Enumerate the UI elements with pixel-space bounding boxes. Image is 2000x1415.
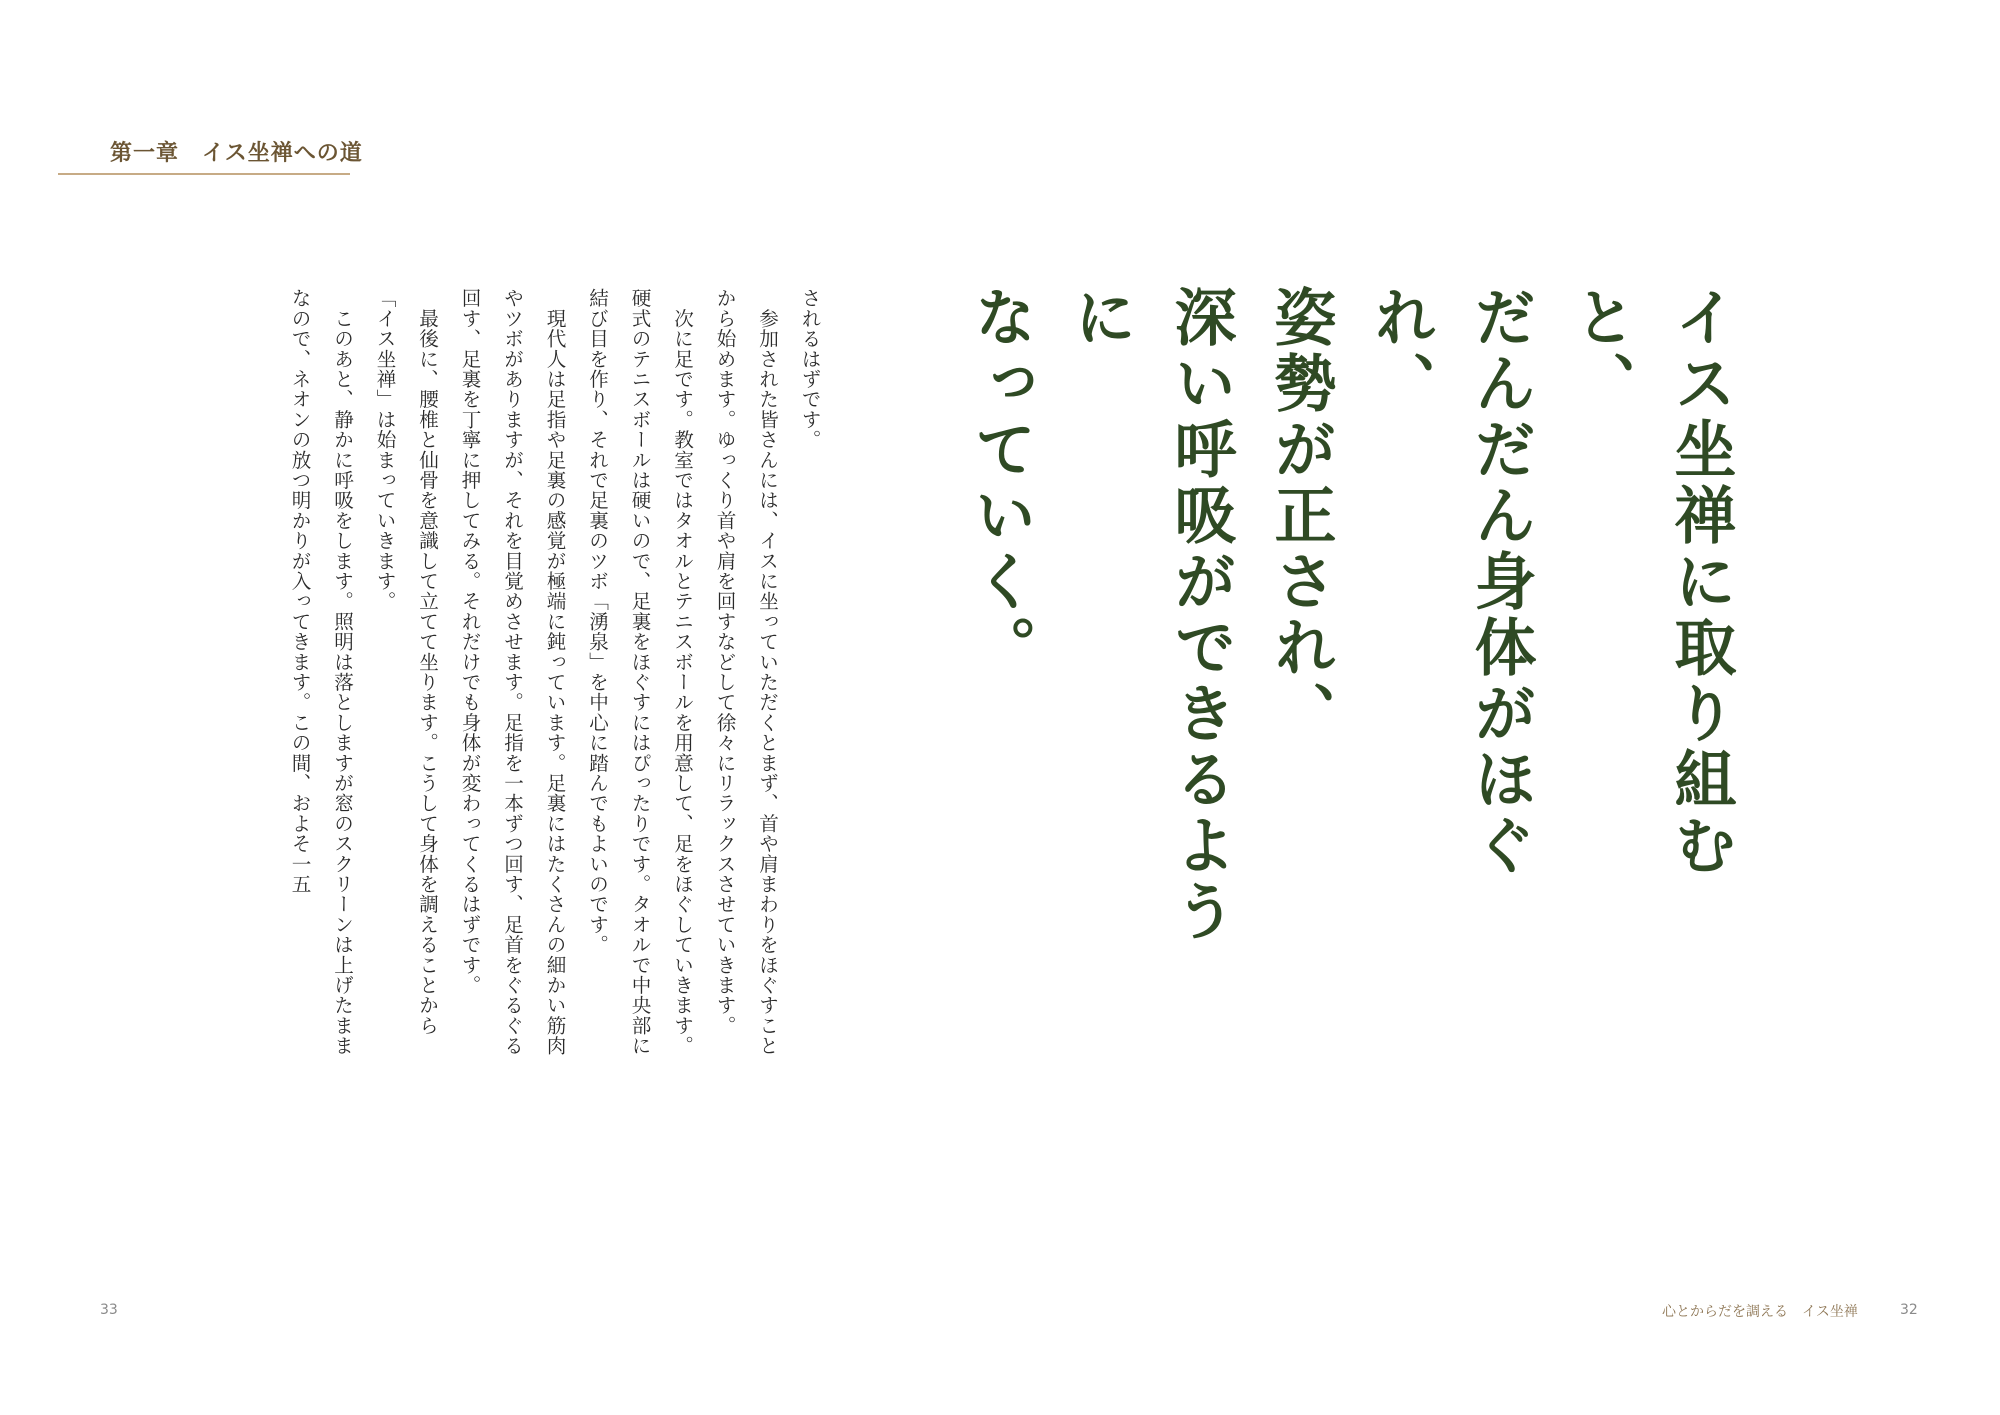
- pull-quote-line: だんだん身体がほぐれ、: [1364, 285, 1537, 879]
- paragraph: 現代人は足指や足裏の感覚が極端に鈍っています。足裏にはたくさんの細かい筋肉やツボがありますが、それを目覚めさせます。足指を一本ずつ回す、足首をぐるぐる回す、足裏を丁寧に押してみる。それだけでも身体が変わってくるはずです。: [458, 288, 566, 1056]
- page-number-left: 33: [100, 1302, 118, 1318]
- body-text: [150, 288, 830, 1070]
- pull-quote-line: 深い呼吸ができるように: [1064, 285, 1237, 945]
- pull-quote-line: 姿勢が正され、: [1264, 285, 1337, 747]
- page-number-right: 32: [1900, 1302, 1918, 1318]
- paragraph: 最後に、腰椎と仙骨を意識して立てて坐ります。こうして身体を調えることから「イス坐禅」は始まっていきます。: [373, 288, 439, 1036]
- pull-quote: [964, 285, 1750, 1005]
- paragraph: 次に足です。教室ではタオルとテニスボールを用意して、足をほぐしていきます。硬式のテニスボールは硬いので、足裏をほぐすにはぴったりです。タオルで中央部に結び目を作り、それで足裏のツボ「湧泉」を中心に踏んでもよいのです。: [585, 288, 694, 1056]
- paragraph: されるはずです。: [798, 288, 821, 450]
- pull-quote-line: イス坐禅に取り組むと、: [1564, 285, 1737, 879]
- paragraph: 参加された皆さんには、イスに坐っていただくとまず、首や肩まわりをほぐすことから始めます。ゆっくり首や肩を回すなどして徐々にリラックスさせていきます。: [713, 288, 779, 1056]
- running-footer-title: 心とからだを調える イス坐禅: [1662, 1304, 1858, 1320]
- pull-quote-line: なっていく。: [964, 285, 1037, 681]
- chapter-title: 第一章 イス坐禅への道: [110, 141, 363, 166]
- chapter-header: [58, 136, 363, 175]
- paragraph: このあと、静かに呼吸をします。照明は落としますが窓のスクリーンは上げたままなので、ネオンの放つ明かりが入ってきます。この間、およそ一五: [288, 288, 354, 1056]
